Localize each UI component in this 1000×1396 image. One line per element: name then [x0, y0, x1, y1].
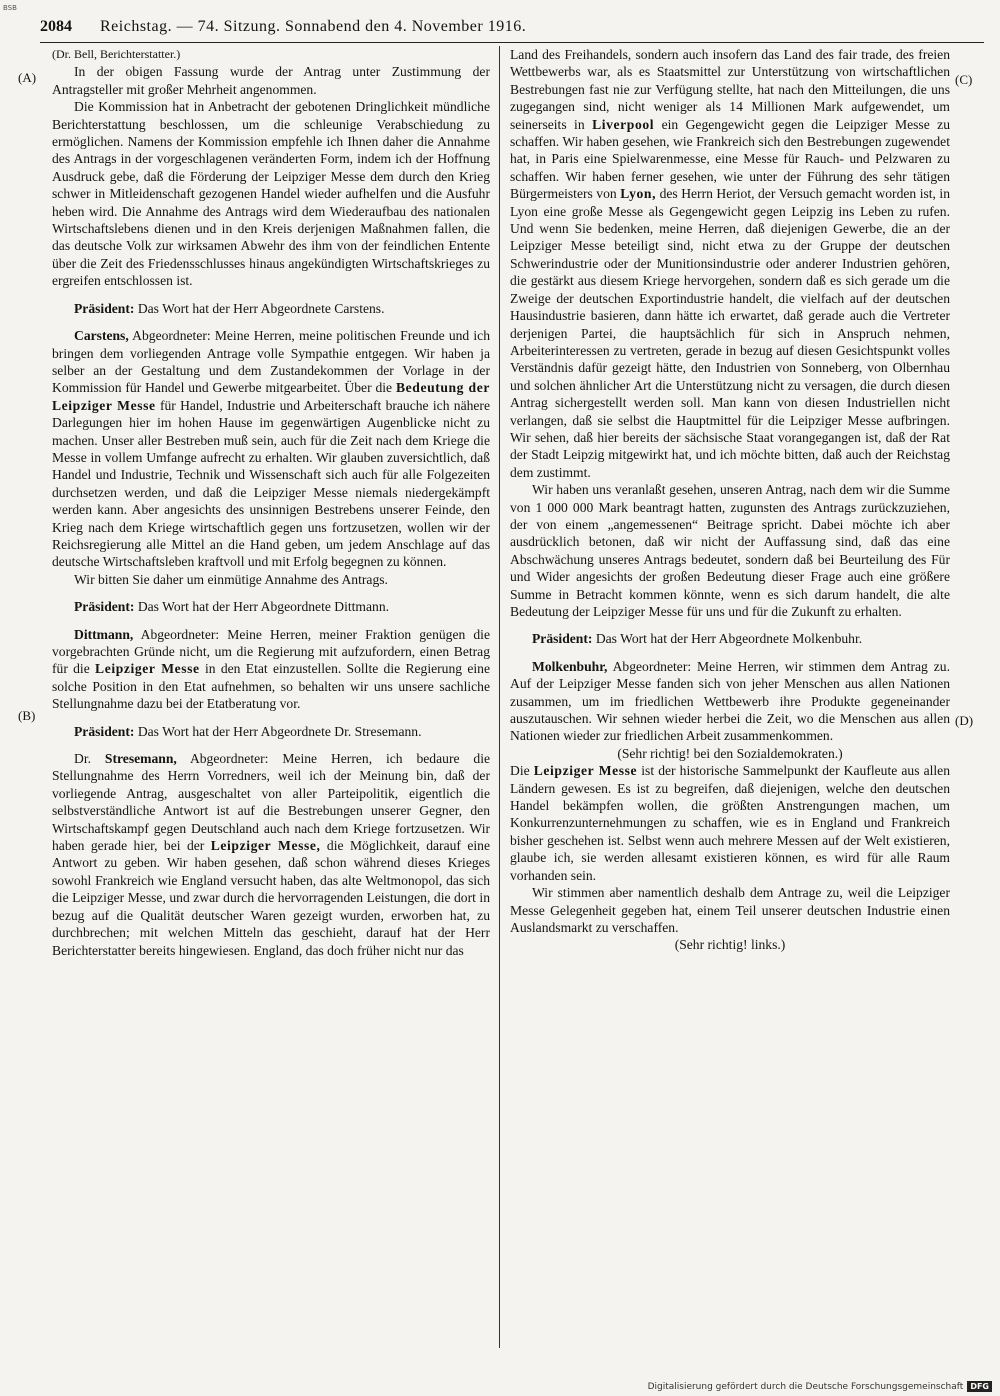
right-column	[510, 46, 950, 1346]
president-remark	[52, 723, 490, 740]
emphasis: Leipziger Messe,	[210, 838, 321, 854]
speech-text: ein Gegengewicht gegen die Leipziger Messe zu schaffen. Wir haben gesehen, wie Frankreich sich den Bestrebungen zugewendet hat, in Paris eine Spielwarenmesse, eine Messe für Rauch- und Pelzwaren zu schaffen. Wir haben ferner gesehen, wie unter der Führung des sehr tätigen Bürgermeisters von	[510, 116, 950, 202]
speaker-name: Molkenbuhr,	[532, 658, 608, 674]
paragraph: Die Kommission hat in Anbetracht der gebotenen Dringlichkeit mündliche Berichterstattung beschlossen, um die schleunige Verabschiedung zu ermöglichen. Namens der Kommission empfehle ich Ihnen daher die Annahme des Antrags in der vorgeschlagenen veränderten Form, indem ich der Hoffnung Ausdruck gebe, daß die Förderung der Leipziger Messe dem durch den Krieg schwer in Mitleidenschaft gezogenen Handel wieder aufhelfen und die Ausfuhr heben wird. Die Annahme des Antrags wird dem Wiederaufbau des nationalen Wirtschaftslebens dienen und in den Kreis derjenigen Maßnahmen fallen, die das deutsche Volk zur wirksamen Abwehr des ihm von der feindlichen Entente über die Zeit des Friedensschlusses hinaus angekündigten Wirtschaftskrieges zu ergreifen entschlossen ist.	[52, 99, 490, 289]
page-number: 2084	[40, 18, 72, 35]
remark-text: Das Wort hat der Herr Abgeordnete Dr. Stresemann.	[137, 723, 422, 739]
paragraph: Wir stimmen aber namentlich deshalb dem Antrage zu, weil die Leipziger Messe Gelegenheit gegeben hat, einem Teil unserer deutschen Industrie einen Auslandsmarkt zu verschaffen.	[510, 885, 950, 935]
speaker-note: (Dr. Bell, Berichterstatter.)	[52, 47, 181, 61]
speaker-name: Carstens,	[74, 328, 129, 344]
speech-continuation	[510, 46, 950, 481]
speech-text: in den Etat einzustellen. Sollte die Regierung eine solche Position in den Etat aufnehmen, so behalten wir uns unsere sachliche Stellungnahme dazu bei der Etatberatung vor.	[52, 661, 490, 712]
paragraph: Wir bitten Sie daher um einmütige Annahme des Antrags.	[74, 571, 388, 587]
speech-text: Abgeordneter: Meine Herren, ich bedaure die Stellungnahme des Herrn Vorredners, weil ich der Meinung bin, daß der vorliegende Antrag, ausgeschaltet von aller Parteipolitik, eigentlich die selbstverständliche Antwort ist auf die Bestrebungen unserer Gegner, den Wirtschaftskampf gegen Deutschland auch nach dem Kriege fortzusetzen. Wir haben gerade hier, bei der	[52, 751, 490, 854]
speech-text: die Möglichkeit, darauf eine Antwort zu geben. Wir haben gesehen, daß schon während dieses Krieges sowohl Frankreich wie England versucht haben, das alte Weltmonopol, das sich die Leipziger Messe, und zwar durch die hervorragenden Leistungen, die dort in bezug auf die Qualität deutscher Waren gezeigt wurden, erworben hat, zu durchbrechen; mit welchen Mitteln das geschieht, darauf hat der Herr Berichterstatter bereits hingewiesen. England, das doch früher nicht nur das	[52, 838, 490, 958]
dfg-logo: DFG	[967, 1381, 992, 1392]
page-header	[40, 18, 984, 43]
speaker-title: Dr.	[74, 751, 91, 767]
paragraph: Wir haben uns veranlaßt gesehen, unseren Antrag, nach dem wir die Summe von 1 000 000 Mark beantragt hatten, zugunsten des Antrags zurückzuziehen, der von einem „angemessenen“ Beitrage spricht. Dabei möchte ich aber ausdrücklich betonen, daß wir nicht der Auffassung sind, daß das eine Abschwächung unseres Antrags bedeutet, sondern daß bei Beurteilung des Für und Wider angesichts der großen Bedeutung dieser Frage auch eine größere Summe in Betracht kommen könnte, wenn es sich darum handelt, die alte Bedeutung der Leipziger Messe für uns und für die Zukunft zu erhalten.	[510, 482, 950, 619]
speech-text: des Herrn Heriot, der Versuch gemacht worden ist, in Lyon eine große Messe als Gegengewicht gegen Leipzig ins Leben zu rufen. Und wenn Sie bedenken, meine Herren, daß diejenigen Gewerbe, die an der Leipziger Messe beteiligt sind, nicht etwa zu der Gruppe der deutschen Schwerindustrie oder der Munitionsindustrie oder anderer Industrien gehören, die gestärkt aus diesem Kriege hervorgehen, sondern daß es sich gerade um die Zweige der deutschen Exportindustrie handelt, die vielfach auf der deutschen Hausindustrie basieren, dann hätte ich erwartet, daß gerade auch die Vertreter derjenigen Partei, die hauptsächlich für sich in Anspruch nehmen, Arbeiterinteressen zu vertreten, gerade in bezug auf diesen Gesichtspunkt volles Verständnis dafür gezeigt hätte, den Industrien von Sonneberg, von Olbernhau und solchen ähnlicher Art die Unterstützung nicht zu versagen, die durch diesen Antrag sichergestellt werden soll. Man kann von diesen Industriellen nicht verlangen, daß sie selbst die Hauptmittel für die Leipziger Messe aufbringen. Wir sehen, daß hier bereits der sächsische Staat vorangegangen ist, daß der Rat der Stadt Leipzig mitgewirkt hat, und ich möchte bitten, daß auch der Reichstag dem zustimmt.	[510, 186, 950, 480]
interjection: (Sehr richtig! bei den Sozialdemokraten.)	[617, 745, 843, 761]
remark-text: Das Wort hat der Herr Abgeordnete Carstens.	[137, 300, 385, 316]
speaker-label: Präsident:	[532, 631, 593, 647]
footer-credit: Digitalisierung gefördert durch die Deutsche Forschungsgemeinschaft	[647, 1381, 964, 1392]
margin-mark-c: (C)	[955, 72, 973, 87]
margin-mark-a: (A)	[18, 70, 37, 85]
margin-mark-d: (D)	[955, 713, 974, 728]
speech-text: Abgeordneter: Meine Herren, wir stimmen dem Antrag zu. Auf der Leipziger Messe fanden sich von jeher Menschen aus allen Nationen zusammen, um im friedlichen Wettbewerb ihre Produkte gegeneinander auszutauschen. Wir sehnen wieder herbei die Zeit, wo die Menschen aus allen Nationen wieder zur friedlichen Arbeit zusammenkommen.	[510, 658, 950, 744]
emphasis: Liverpool	[592, 116, 655, 132]
emphasis: Lyon,	[620, 186, 657, 202]
president-remark	[52, 598, 490, 615]
speaker-label: Präsident:	[74, 300, 135, 316]
paragraph: In der obigen Fassung wurde der Antrag unter Zustimmung der Antragsteller mit großer Mehrheit angenommen.	[52, 64, 490, 97]
column-divider	[499, 46, 500, 1348]
speech-carstens	[52, 327, 490, 571]
remark-text: Das Wort hat der Herr Abgeordnete Dittmann.	[137, 599, 390, 615]
interjection: (Sehr richtig! links.)	[674, 937, 786, 953]
speaker-name: Dittmann,	[74, 626, 134, 642]
president-remark	[510, 630, 950, 647]
paragraph	[510, 762, 950, 884]
speaker-label: Präsident:	[74, 723, 135, 739]
speaker-label: Präsident:	[74, 599, 135, 615]
speech-text: für Handel, Industrie und Arbeiterschaft brauche ich nähere Darlegungen hier im hohen Hause im gegenwärtigen Augenblicke nicht zu machen. Unser aller Bestreben muß sein, auch für die Zeit nach dem Kriege die Messe in vollem Umfange aufrecht zu erhalten. Wir glauben zuversichtlich, daß Handel und Industrie, Technik und Wissenschaft sich auch für alle Folgezeiten durchsetzen werden, und daß die Leipziger Messe niemals niedergekämpft werden kann. Aber angesichts des unsinnigen Bestrebens unserer Feinde, den Krieg nach dem Kriege wirtschaftlich gegen uns fortzusetzen, wollen wir der Reichsregierung alle Mittel an die Hand geben, um jedem Anschlage auf das deutsche Wirtschaftsleben kraftvoll und mit Erfolg begegnen zu können.	[52, 397, 490, 570]
speech-text: Die	[510, 763, 530, 779]
speech-text: ist der historische Sammelpunkt der Kaufleute aus allen Ländern gewesen. Es ist zu begreifen, daß diejenigen, welche den deutschen Handel bekämpfen wollen, die größten Anstrengungen machen, um Konkurrenzunternehmungen zu schaffen, wie es in England und Frankreich bisher geschehen ist. Selbst wenn auch mehrere Messen auf der Welt existieren, glaube ich, sie werden allesamt existieren können, es wird für alle Raum vorhanden sein.	[510, 763, 950, 883]
bsb-corner-tag: BSB	[3, 4, 17, 12]
speaker-name: Stresemann,	[104, 751, 177, 767]
speech-dittmann	[52, 626, 490, 713]
running-head: Reichstag. — 74. Sitzung. Sonnabend den 4. November 1916.	[100, 18, 527, 35]
margin-mark-b: (B)	[18, 708, 36, 723]
emphasis: Leipziger Messe	[533, 763, 638, 779]
footer	[648, 1381, 992, 1392]
emphasis: Leipziger Messe	[95, 661, 200, 677]
speech-text: Abgeordneter: Meine Herren, meiner Fraktion genügen die vorgebrachten Gründe nicht, um die Regierung mit aufzufordern, einen Betrag für die	[52, 626, 490, 677]
left-column	[52, 46, 490, 1346]
speech-text: Abgeordneter: Meine Herren, meine politischen Freunde und ich bringen dem vorliegenden Antrage volle Sympathie entgegen. Wir haben ja selber an der Gestaltung und dem Zustandekommen der Vorlage in der Kommission für Handel und Gewerbe mitgearbeitet. Über die	[52, 328, 490, 396]
president-remark	[52, 300, 490, 317]
speech-molkenbuhr	[510, 658, 950, 745]
speech-stresemann	[52, 750, 490, 959]
emphasis: Bedeutung der Leipziger Messe	[52, 380, 490, 413]
remark-text: Das Wort hat der Herr Abgeordnete Molkenbuhr.	[595, 631, 863, 647]
speech-text: Land des Freihandels, sondern auch insofern das Land des fair trade, des freien Wettbewerbs war, als es Staatsmittel zur Unterstützung von wirtschaftlichen Bestrebungen fast nie zur Verfügung stellte, hat nach den Mitteilungen, die uns zugegangen sind, nicht weniger als 14 Millionen Mark aufgewendet, um seinerseits in	[510, 47, 950, 132]
